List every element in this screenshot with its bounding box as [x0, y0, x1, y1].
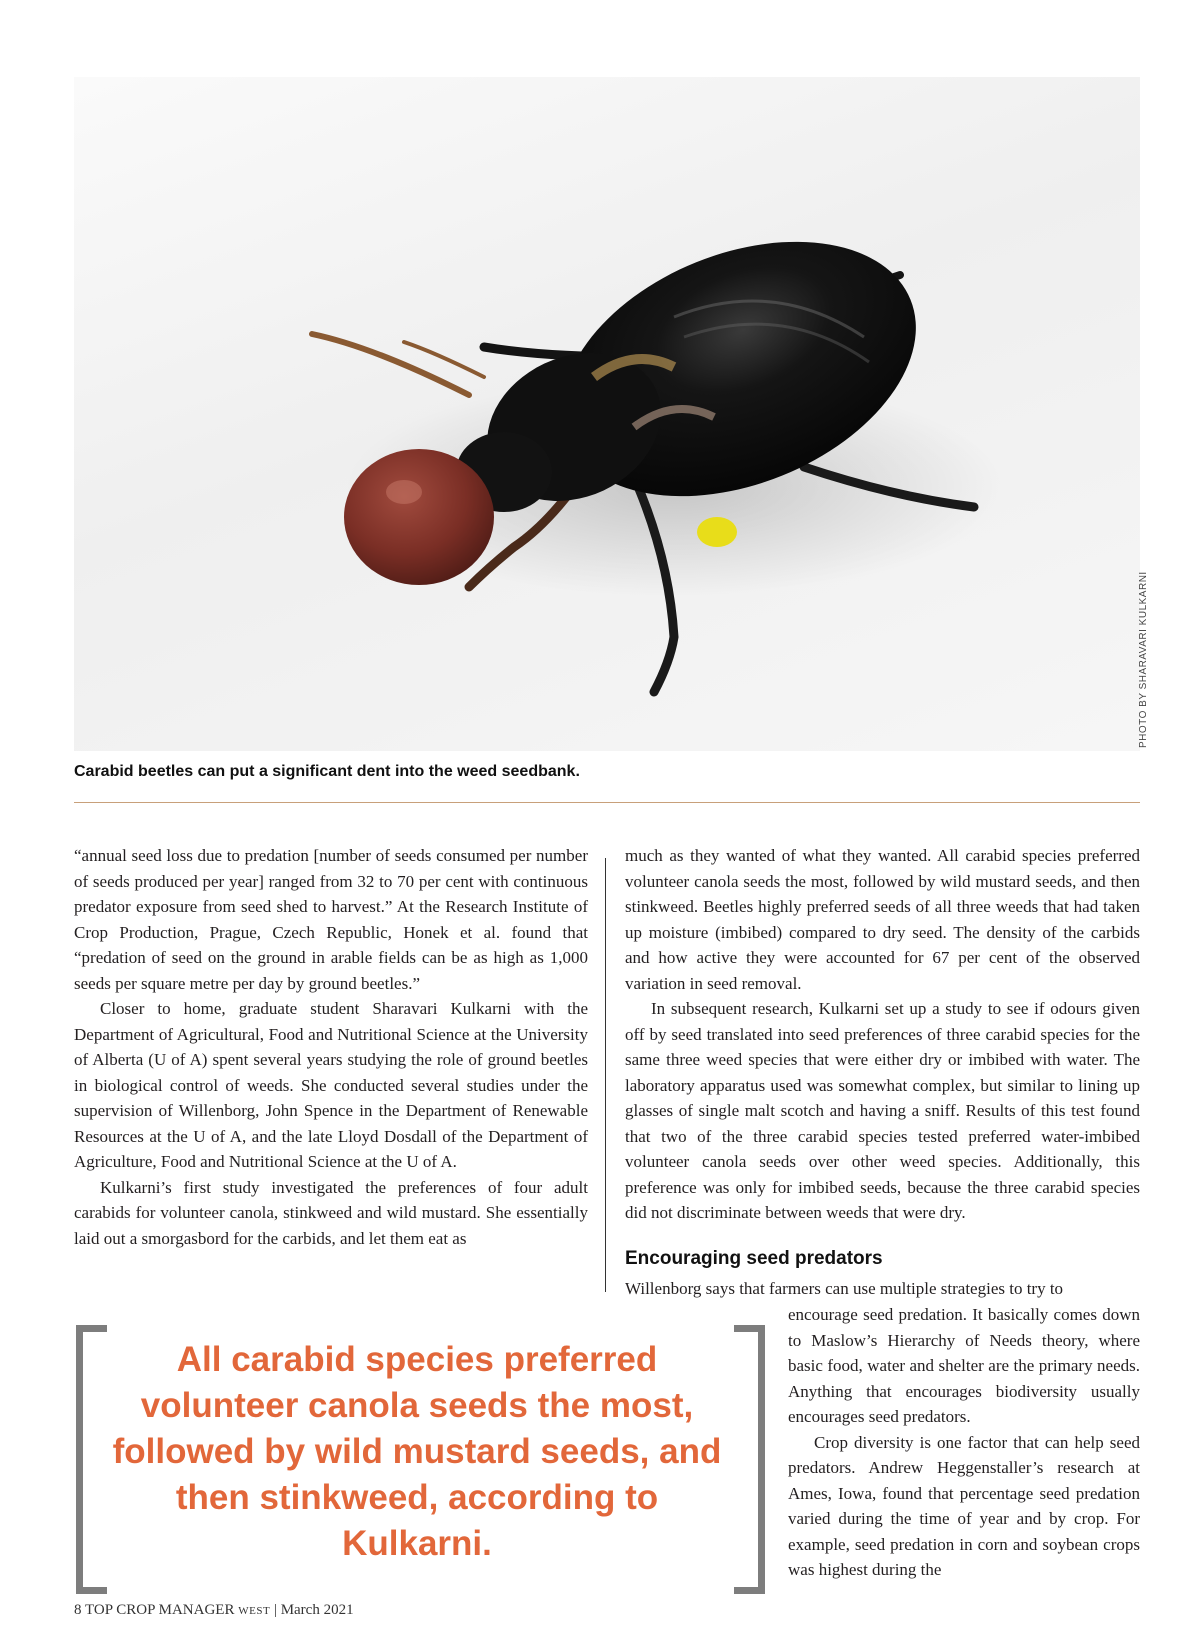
pullquote-bracket-right	[734, 1325, 765, 1594]
issue-date: March 2021	[280, 1602, 354, 1618]
section-subhead: Encouraging seed predators	[625, 1248, 883, 1269]
body-paragraph: Kulkarni’s first study investigated the preferences of four adult carabids for volunteer canola, stinkweed and wild mustard. She essentially laid out a smorgasbord for the carbids, and let them eat as	[74, 1177, 588, 1248]
photo-caption: Carabid beetles can put a significant dent into the weed seedbank.	[74, 763, 580, 780]
beetle-photo	[74, 77, 1140, 751]
footer-separator: |	[273, 1602, 277, 1618]
column-divider	[605, 858, 606, 1292]
caption-divider	[74, 802, 1140, 803]
article-column-right	[625, 843, 1140, 1226]
section-lead	[625, 1276, 1140, 1302]
body-paragraph: In subsequent research, Kulkarni set up a study to see if odours given off by seed translated into seed preferences of three carabid species for the same three weed species that were either dry or imbibed with water. The laboratory apparatus used was somewhat complex, but similar to lining up glasses of single malt scotch and having a sniff. Results of this test found that two of the three carabid species tested preferred water-imbibed volunteer canola seeds over other weed species. Additionally, this preference was only for imbibed seeds, because the three carabid species did not discriminate between weeds that were dry.	[625, 999, 1140, 1222]
pullquote: All carabid species preferred volunteer canola seeds the most, followed by wild mustard seeds, and then stinkweed, according to Kulkarni.	[112, 1340, 722, 1563]
article-column-wrapped	[788, 1302, 1140, 1583]
magazine-title: TOP CROP MANAGER	[84, 1602, 235, 1618]
body-paragraph: Crop diversity is one factor that can help seed predators. Andrew Heggenstaller’s research at Ames, Iowa, found that percentage seed predation varied during the time of year and by crop. For example, seed predation in corn and soybean crops was highest during the	[788, 1432, 1140, 1579]
photo-credit: PHOTO BY SHARAVARI KULKARNI	[1138, 571, 1149, 748]
body-paragraph: much as they wanted of what they wanted. All carabid species preferred volunteer canola seeds the most, followed by wild mustard seeds, and then stinkweed. Beetles highly preferred seeds of all three weeds that had taken up moisture (imbibed) compared to dry seed. The density of the carbids and how active they were accounted for 67 per cent of the observed variation in seed removal.	[625, 846, 1140, 993]
magazine-edition: WEST	[238, 1605, 271, 1617]
carabid-beetle-eating-seed-icon	[74, 77, 1140, 751]
pullquote-bracket-left	[76, 1325, 107, 1594]
article-column-left	[74, 843, 588, 1251]
body-paragraph: Closer to home, graduate student Sharavari Kulkarni with the Department of Agricultural, Food and Nutritional Science at the University of Alberta (U of A) spent several years studying the role of ground beetles in biological control of weeds. She conducted several studies under the supervision of Willenborg, John Spence in the Department of Renewable Resources at the U of A, and the late Lloyd Dosdall of the Department of Agriculture, Food and Nutritional Science at the U of A.	[74, 999, 588, 1171]
page-number: 8	[74, 1602, 82, 1618]
body-paragraph: encourage seed predation. It basically comes down to Maslow’s Hierarchy of Needs theory, where basic food, water and shelter are the primary needs. Anything that encourages biodiversity usually encourages seed predators.	[788, 1305, 1140, 1426]
body-paragraph: “annual seed loss due to predation [number of seeds consumed per number of seeds produced per year] ranged from 32 to 70 per cent with continuous predator exposure from seed shed to harvest.” At the Research Institute of Crop Production, Prague, Czech Republic, Honek et al. found that “predation of seed on the ground in arable fields can be as high as 1,000 seeds per square metre per day by ground beetles.”	[74, 846, 588, 993]
body-paragraph-lead: Willenborg says that farmers can use multiple strategies to try to	[625, 1279, 1064, 1298]
page-footer	[74, 1602, 354, 1619]
